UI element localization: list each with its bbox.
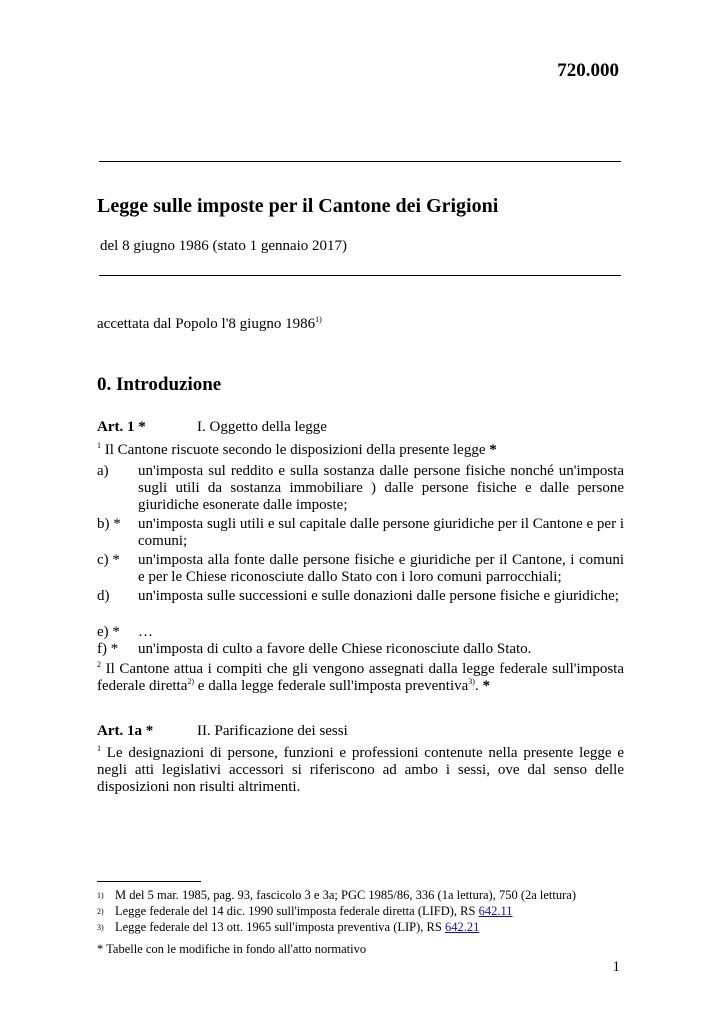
- list-item-label: a): [97, 463, 109, 479]
- list-item-label: e) *: [97, 624, 120, 640]
- law-date: del 8 giugno 1986 (stato 1 gennaio 2017): [100, 238, 348, 254]
- footnote-3: [97, 920, 479, 935]
- list-item-text: un'imposta alla fonte dalle persone fisiche e giuridiche per il Cantone, i comuni e per le Chiese riconosciute dallo Stato con i loro comuni parrocchiali;: [138, 552, 624, 585]
- article-1a-title: II. Parificazione dei sessi: [197, 723, 348, 739]
- paragraph-text: Il Cantone attua i compiti che gli vengono assegnati dalla legge federale sull'imposta federale diretta: [97, 661, 624, 694]
- footnote-text: Legge federale del 13 ott. 1965 sull'imposta preventiva (LIP), RS: [115, 920, 445, 934]
- footnote-2: [97, 904, 513, 919]
- rs-link-642-11[interactable]: 642.11: [478, 904, 513, 918]
- title-rule: [99, 275, 621, 276]
- footnote-ref-3[interactable]: 3): [468, 677, 475, 686]
- article-1-title: I. Oggetto della legge: [197, 419, 327, 435]
- list-item-text: un'imposta sugli utili e sul capitale dalle persone giuridiche per il Cantone e per i comuni;: [138, 516, 624, 549]
- acceptance-note: [97, 316, 322, 333]
- article-1a-heading: [97, 723, 348, 740]
- list-item-text: …: [138, 624, 153, 640]
- footnote-ref-2[interactable]: 2): [187, 677, 195, 686]
- paragraph-text: Il Cantone riscuote secondo le disposizioni della presente legge: [104, 442, 486, 458]
- footnote-1: [97, 888, 576, 903]
- article-1-number: Art. 1 *: [97, 419, 146, 435]
- footnote-ref-1[interactable]: 1): [315, 315, 322, 324]
- footnote-text: Legge federale del 14 dic. 1990 sull'imposta federale diretta (LIFD), RS: [115, 904, 479, 918]
- footnote-mark: 2): [97, 907, 104, 916]
- footnote-text: M del 5 mar. 1985, pag. 93, fascicolo 3 e 3a; PGC 1985/86, 336 (1a lettura), 750 (2a lettura): [115, 888, 577, 902]
- footnote-rule: [97, 881, 201, 882]
- page-number: 1: [612, 959, 620, 975]
- list-item-label: c) *: [97, 552, 120, 568]
- article-1-paragraph-2: $^2$ Il Cantone attua i compiti che gli vengono assegnati dalla legge federale sull'imposta federale diretta$^{2)}$ e dalla legge federale sull'imposta preventiva$^{3)}$. *: [97, 660, 624, 694]
- footnote-mark: 3): [97, 923, 104, 932]
- list-item-label: f) *: [97, 641, 119, 657]
- list-item: [97, 588, 624, 605]
- list-item-label: d): [97, 588, 110, 604]
- list-item-text: un'imposta sul reddito e sulla sostanza dalle persone fisiche nonché un'imposta sugli utili da sostanza immobiliare ) dalle persone fisiche e dalle persone giuridiche esonerate dalle imposte;: [138, 463, 624, 513]
- law-title: Legge sulle imposte per il Cantone dei Grigioni: [97, 195, 499, 217]
- list-item: [97, 463, 624, 514]
- footnote-mark: 1): [97, 891, 104, 900]
- list-item: [97, 624, 624, 641]
- amendment-star: *: [482, 678, 490, 694]
- acceptance-text: accettata dal Popolo l'8 giugno 1986: [97, 316, 316, 332]
- list-item: [97, 516, 624, 550]
- amendment-star: *: [489, 442, 497, 458]
- list-item-text: un'imposta sulle successioni e sulle donazioni dalle persone fisiche e giuridiche;: [138, 588, 619, 604]
- article-1-heading: [97, 419, 327, 436]
- top-rule: [99, 161, 621, 162]
- paragraph-text: Le designazioni di persone, funzioni e professioni contenute nella presente legge e negli atti legislativi accessori si riferiscono ad ambo i sessi, ove dal senso delle disposizioni non risulti altrimenti.: [97, 745, 625, 795]
- article-1-paragraph-1: $^1$ Il Cantone riscuote secondo le disposizioni della presente legge *: [97, 441, 497, 458]
- section-heading: 0. Introduzione: [97, 374, 222, 395]
- list-item-text: un'imposta di culto a favore delle Chiese riconosciute dallo Stato.: [138, 641, 532, 657]
- rs-link-642-21[interactable]: 642.21: [444, 920, 480, 934]
- footnote-star-note: * Tabelle con le modifiche in fondo all'atto normativo: [97, 942, 367, 956]
- article-1a-number: Art. 1a *: [97, 723, 154, 739]
- document-number: 720.000: [557, 60, 619, 81]
- article-1a-paragraph-1: $^1$ Le designazioni di persone, funzioni e professioni contenute nella presente legge e negli atti legislativi accessori si riferiscono ad ambo i sessi, ove dal senso delle disposizioni non risulti altrimenti.: [97, 744, 625, 795]
- list-item: [97, 552, 624, 586]
- list-item-label: b) *: [97, 516, 121, 532]
- list-item: [97, 641, 624, 658]
- paragraph-text: e dalla legge federale sull'imposta preventiva: [194, 678, 469, 694]
- paragraph-text: .: [474, 678, 479, 694]
